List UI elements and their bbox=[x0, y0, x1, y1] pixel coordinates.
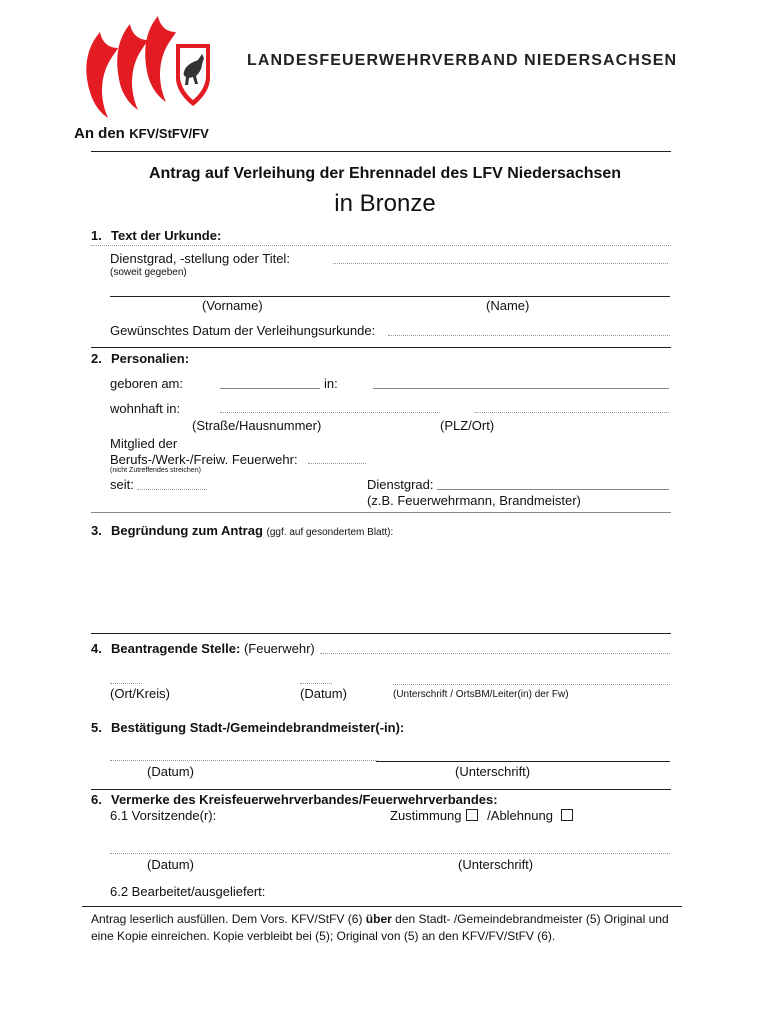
date-label-6: (Datum) bbox=[147, 857, 194, 872]
born-date-field[interactable] bbox=[220, 388, 320, 389]
certificate-date-field[interactable] bbox=[388, 335, 670, 336]
strike-note: (nicht Zutreffendes streichen) bbox=[110, 467, 201, 474]
flames-and-horse-shield-icon bbox=[78, 14, 218, 120]
rank-example: (z.B. Feuerwehrmann, Brandmeister) bbox=[367, 493, 581, 508]
since-field[interactable] bbox=[137, 489, 207, 490]
born-label: geboren am: bbox=[110, 376, 183, 391]
footer-note-line2: eine Kopie einreichen. Kopie verbleibt bei (5); Original von (5) an den KFV/FV/StFV (6). bbox=[91, 929, 556, 943]
date-label-5: (Datum) bbox=[147, 764, 194, 779]
signature-field-4[interactable] bbox=[393, 684, 670, 685]
date-field-5[interactable] bbox=[110, 760, 378, 761]
certificate-date-label: Gewünschtes Datum der Verleihungsurkunde: bbox=[110, 323, 376, 338]
header-divider bbox=[91, 151, 671, 152]
since-label: seit: bbox=[110, 477, 134, 492]
zip-city-field[interactable] bbox=[475, 412, 669, 413]
footer-divider bbox=[82, 906, 682, 907]
date-field-4[interactable] bbox=[300, 683, 332, 684]
rank-note: (soweit gegeben) bbox=[110, 267, 187, 278]
fire-department-field[interactable] bbox=[320, 653, 670, 654]
justification-area-bottom[interactable] bbox=[91, 633, 671, 634]
section-5-heading: 5. Bestätigung Stadt-/Gemeindebrandmeister(-in): bbox=[91, 720, 405, 735]
section-3-divider bbox=[91, 512, 671, 513]
member-field[interactable] bbox=[308, 463, 366, 464]
section-2-heading: 2. Personalien: bbox=[91, 351, 190, 366]
section-4-heading: 4. Beantragende Stelle: (Feuerwehr) bbox=[91, 641, 315, 656]
processed-label: 6.2 Bearbeitet/ausgeliefert: bbox=[110, 884, 266, 899]
member-rank-field[interactable] bbox=[437, 489, 669, 490]
footer-note-line1: Antrag leserlich ausfüllen. Dem Vors. KFV/StFV (6) über den Stadt- /Gemeindebrandmeister (5) Original und bbox=[91, 912, 669, 926]
member-label-line1: Mitglied der bbox=[110, 436, 178, 451]
zip-city-label: (PLZ/Ort) bbox=[440, 418, 495, 433]
recipient-prefix: An den bbox=[74, 125, 125, 142]
page-subtitle: in Bronze bbox=[334, 190, 436, 217]
section-1-divider bbox=[91, 245, 671, 246]
date-label-4: (Datum) bbox=[300, 686, 347, 701]
born-in-label: in: bbox=[324, 376, 338, 391]
street-label: (Straße/Hausnummer) bbox=[192, 418, 322, 433]
signature-field-5[interactable] bbox=[376, 761, 670, 762]
section-6-heading: 6. Vermerke des Kreisfeuerwehrverbandes/Feuerwehrverbandes: bbox=[91, 792, 498, 807]
section-1-heading: 1. Text der Urkunde: bbox=[91, 228, 222, 243]
chair-label: 6.1 Vorsitzende(r): bbox=[110, 808, 217, 823]
resident-label: wohnhaft in: bbox=[110, 401, 181, 416]
approval-checkbox[interactable] bbox=[466, 809, 478, 821]
street-field[interactable] bbox=[220, 412, 440, 413]
recipient-line bbox=[74, 125, 209, 143]
signature-label-6: (Unterschrift) bbox=[458, 857, 534, 872]
rank-label: Dienstgrad, -stellung oder Titel: bbox=[110, 251, 290, 266]
section-2-divider bbox=[91, 347, 671, 348]
rejection-checkbox[interactable] bbox=[561, 809, 573, 821]
rank-field[interactable] bbox=[333, 263, 668, 264]
firstname-label: (Vorname) bbox=[202, 298, 263, 313]
name-field[interactable] bbox=[110, 296, 670, 297]
member-rank-label: Dienstgrad: bbox=[367, 477, 434, 492]
member-label-line2: Berufs-/Werk-/Freiw. Feuerwehr: bbox=[110, 452, 298, 467]
section-6-divider bbox=[91, 789, 671, 790]
approval-label: Zustimmung bbox=[390, 808, 462, 823]
date-signature-field-6[interactable] bbox=[110, 853, 670, 854]
org-name: LANDESFEUERWEHRVERBAND NIEDERSACHSEN bbox=[247, 52, 678, 69]
place-label: (Ort/Kreis) bbox=[110, 686, 170, 701]
lastname-label: (Name) bbox=[486, 298, 530, 313]
rejection-label: /Ablehnung bbox=[487, 808, 553, 823]
birthplace-field[interactable] bbox=[373, 388, 669, 389]
signature-label-5: (Unterschrift) bbox=[455, 764, 531, 779]
section-3-heading: 3. Begründung zum Antrag (ggf. auf gesondertem Blatt): bbox=[91, 523, 394, 538]
signature-label-4: (Unterschrift / OrtsBM/Leiter(in) der Fw) bbox=[393, 689, 569, 700]
page-title: Antrag auf Verleihung der Ehrennadel des LFV Niedersachsen bbox=[148, 165, 622, 182]
recipient-value: KFV/StFV/FV bbox=[129, 126, 209, 141]
decision-options bbox=[390, 808, 573, 823]
place-field[interactable] bbox=[110, 683, 142, 684]
